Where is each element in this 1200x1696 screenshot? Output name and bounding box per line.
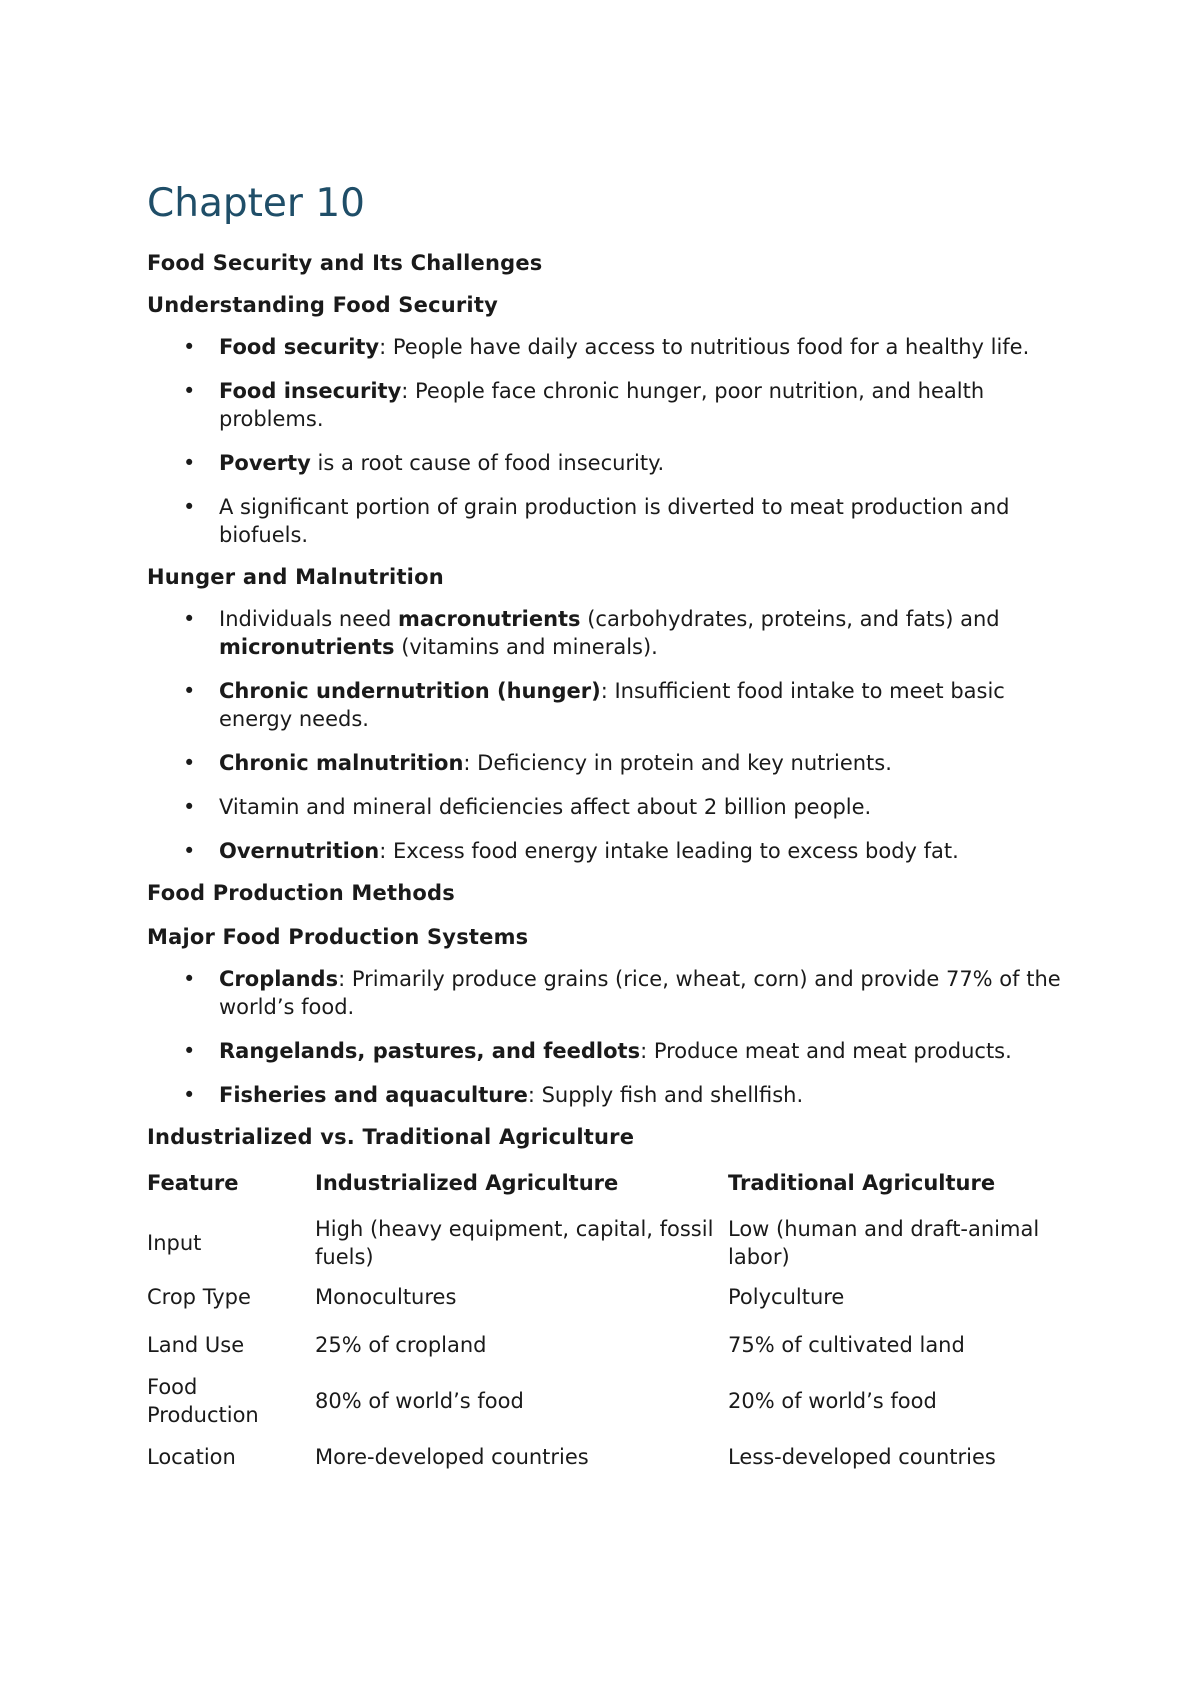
table-cell: 80% of world’s food: [315, 1389, 524, 1413]
table-row: [147, 1369, 1067, 1433]
table-cell: High (heavy equipment, capital, fossil fuels): [315, 1217, 714, 1269]
table-cell: Low (human and draft-animal labor): [728, 1217, 1040, 1269]
table-cell: Input: [147, 1231, 202, 1255]
definition: A significant portion of grain production is diverted to meat production and biofuels.: [219, 495, 1010, 547]
definition: : Supply fish and shellfish.: [527, 1083, 804, 1107]
bullet-icon: •: [183, 795, 196, 819]
main-heading: Food Security and Its Challenges: [147, 251, 543, 275]
list-item: [147, 1037, 1067, 1065]
production-list: [147, 965, 1067, 1109]
bullet-icon: •: [183, 335, 196, 359]
term: Fisheries and aquaculture: [219, 1083, 528, 1107]
bullet-icon: •: [183, 967, 196, 991]
bullet-icon: •: [183, 379, 196, 403]
list-item: [147, 749, 1067, 777]
table-row: [147, 1321, 1067, 1369]
column-header: Industrialized Agriculture: [315, 1171, 619, 1195]
bullet-icon: •: [183, 607, 196, 631]
bullet-icon: •: [183, 451, 196, 475]
table-cell: 25% of cropland: [315, 1333, 487, 1357]
list-item: [147, 377, 1067, 433]
list-item: [147, 793, 1067, 821]
term: Rangelands, pastures, and feedlots: [219, 1039, 641, 1063]
definition: : Primarily produce grains (rice, wheat, corn) and provide 77% of the world’s food.: [219, 967, 1061, 1019]
table-cell: Polyculture: [728, 1285, 845, 1309]
definition: : Produce meat and meat products.: [640, 1039, 1012, 1063]
table-cell: Crop Type: [147, 1285, 251, 1309]
table-cell: Food Production: [147, 1375, 259, 1427]
term: micronutrients: [219, 635, 395, 659]
bullet-icon: •: [183, 751, 196, 775]
list-item: [147, 1081, 1067, 1109]
table-cell: Land Use: [147, 1333, 245, 1357]
chapter-title: Chapter 10: [147, 181, 365, 226]
list-item: [147, 677, 1067, 733]
bullet-icon: •: [183, 1039, 196, 1063]
table-row: [147, 1213, 1067, 1273]
column-header: Feature: [147, 1171, 239, 1195]
definition: : Deficiency in protein and key nutrients.: [463, 751, 892, 775]
table-row: [147, 1433, 1067, 1481]
list-item: [147, 333, 1067, 361]
comparison-table: [147, 1167, 1067, 1481]
hunger-list: [147, 605, 1067, 865]
understanding-list: [147, 333, 1067, 549]
subheading-production-systems: Major Food Production Systems: [147, 925, 529, 949]
list-item: [147, 837, 1067, 865]
table-cell: More-developed countries: [315, 1445, 589, 1469]
bullet-icon: •: [183, 495, 196, 519]
term: Poverty: [219, 451, 311, 475]
definition: : People have daily access to nutritious food for a healthy life.: [379, 335, 1030, 359]
section-heading-production: Food Production Methods: [147, 881, 455, 905]
list-item: [147, 965, 1067, 1021]
list-item: [147, 493, 1067, 549]
section-heading-understanding: Understanding Food Security: [147, 293, 498, 317]
definition: : Insufficient food intake to meet basic energy needs.: [219, 679, 1005, 731]
definition: : People face chronic hunger, poor nutrition, and health problems.: [219, 379, 985, 431]
list-item: [147, 449, 1067, 477]
term: Croplands: [219, 967, 339, 991]
table-row: [147, 1273, 1067, 1321]
term: Food security: [219, 335, 380, 359]
bullet-icon: •: [183, 839, 196, 863]
table-cell: 20% of world’s food: [728, 1389, 937, 1413]
column-header: Traditional Agriculture: [728, 1171, 996, 1195]
table-cell: Location: [147, 1445, 236, 1469]
term: Chronic undernutrition (hunger): [219, 679, 601, 703]
table-cell: 75% of cultivated land: [728, 1333, 965, 1357]
text-fragment: Individuals need: [219, 607, 399, 631]
section-heading-comparison: Industrialized vs. Traditional Agriculture: [147, 1125, 635, 1149]
definition: Vitamin and mineral deficiencies affect about 2 billion people.: [219, 795, 872, 819]
term: Chronic malnutrition: [219, 751, 464, 775]
document-page: [147, 178, 1067, 1481]
definition: : Excess food energy intake leading to excess body fat.: [379, 839, 959, 863]
text-fragment: (carbohydrates, proteins, and fats) and: [580, 607, 1000, 631]
text-fragment: (vitamins and minerals).: [394, 635, 658, 659]
definition: is a root cause of food insecurity.: [310, 451, 665, 475]
table-header-row: [147, 1167, 1067, 1213]
table-cell: Monocultures: [315, 1285, 457, 1309]
table-cell: Less-developed countries: [728, 1445, 996, 1469]
term: Overnutrition: [219, 839, 380, 863]
term: macronutrients: [398, 607, 581, 631]
bullet-icon: •: [183, 679, 196, 703]
term: Food insecurity: [219, 379, 402, 403]
section-heading-hunger: Hunger and Malnutrition: [147, 565, 444, 589]
list-item: [147, 605, 1067, 661]
bullet-icon: •: [183, 1083, 196, 1107]
